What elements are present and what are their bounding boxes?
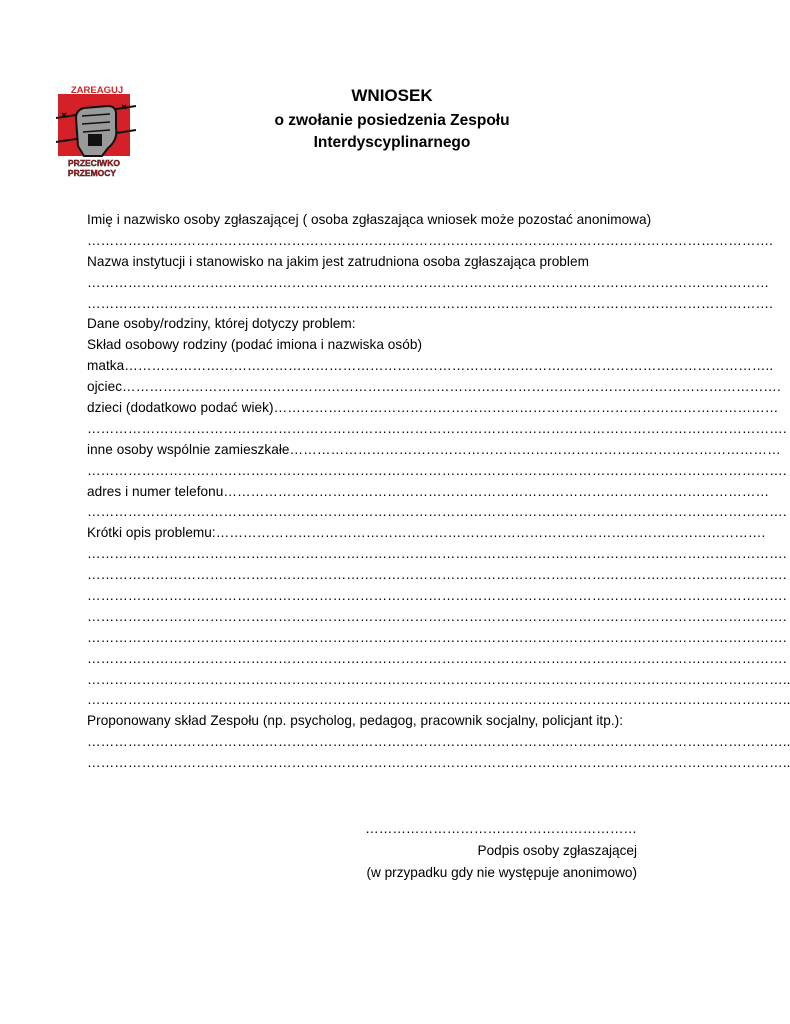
form-line: ……………………………………………………………………………………………………………………………………….. (87, 692, 790, 708)
form-line: ojciec………………………………………………………………………………………………………………………………. (87, 379, 781, 395)
form-line: ……………………………………………………………………………………………………………………………………. (87, 295, 774, 311)
form-line: Proponowany skład Zespołu (np. psycholog, pedagog, pracownik socjalny, policjant itp.): (87, 713, 624, 729)
fist-logo-icon (52, 84, 142, 178)
form-line: ………………………………………………………………………………………………………………………………………. (87, 546, 787, 562)
form-line: ………………………………………………………………………………………………………………………………………. (87, 420, 787, 436)
form-line: inne osoby wspólnie zamieszkałe……………………………………………………………………………………………… (87, 441, 781, 457)
form-line: ………………………………………………………………………………………………………………………………………. (87, 629, 787, 645)
form-line: ……………………………………………………………………………………………………………………………………….. (87, 671, 790, 687)
form-line: ………………………………………………………………………………………………………………………………………. (87, 504, 787, 520)
form-line: Nazwa instytucji i stanowisko na jakim jest zatrudniona osoba zgłaszająca problem (87, 253, 589, 269)
document-title: WNIOSEK (351, 86, 433, 105)
document-header (200, 86, 584, 154)
form-line: ……………………………………………………………………………………………………………………………………….. (87, 734, 790, 750)
form-line: Imię i nazwisko osoby zgłaszającej ( osoba zgłaszająca wniosek może pozostać anonimowa) (87, 212, 652, 227)
zareaguj-przeciwko-przemocy-logo (52, 84, 142, 178)
logo-top-text: ZAREAGUJ (70, 85, 124, 96)
form-line: ………………………………………………………………………………………………………………………………………. (87, 608, 787, 624)
form-body (87, 210, 790, 774)
form-line: ………………………………………………………………………………………………………………………………………. (87, 462, 787, 478)
form-line: Skład osobowy rodziny (podać imiona i nazwiska osób) (87, 337, 423, 353)
logo-bottom-text-1: PRZECIWKO (68, 158, 120, 168)
form-line: Krótki opis problemu:…………………………………………………………………………………………………………. (87, 525, 766, 541)
signature-line: …………………………………………………… (365, 821, 637, 836)
form-line: ……………………………………………………………………………………………………………………………………. (87, 232, 774, 248)
document-subtitle: o zwołanie posiedzenia Zespołu Interdyscyplinarnego (274, 112, 510, 151)
form-line: ………………………………………………………………………………………………………………………………………. (87, 650, 787, 666)
form-line: ……………………………………………………………………………………………………………………………………….. (87, 755, 790, 771)
form-line: ………………………………………………………………………………………………………………………………………. (87, 588, 787, 604)
form-line: Dane osoby/rodziny, której dotyczy problem: (87, 316, 356, 332)
signature-note: (w przypadku gdy nie występuje anonimowo) (366, 865, 637, 880)
signature-block (340, 818, 637, 884)
form-line: matka…………………………………………………………………………………………………………………………….. (87, 358, 774, 374)
signature-label: Podpis osoby zgłaszającej (477, 843, 637, 858)
form-line: dzieci (dodatkowo podać wiek)………………………………………………………………………………………………… (87, 400, 779, 416)
logo-bottom-text-2: PRZEMOCY (67, 168, 117, 178)
form-line: adres i numer telefonu………………………………………………………………………………………………………… (87, 483, 770, 499)
form-line: ………………………………………………………………………………………………………………………………………. (87, 567, 787, 583)
form-line: …………………………………………………………………………………………………………………………………… (87, 274, 770, 290)
